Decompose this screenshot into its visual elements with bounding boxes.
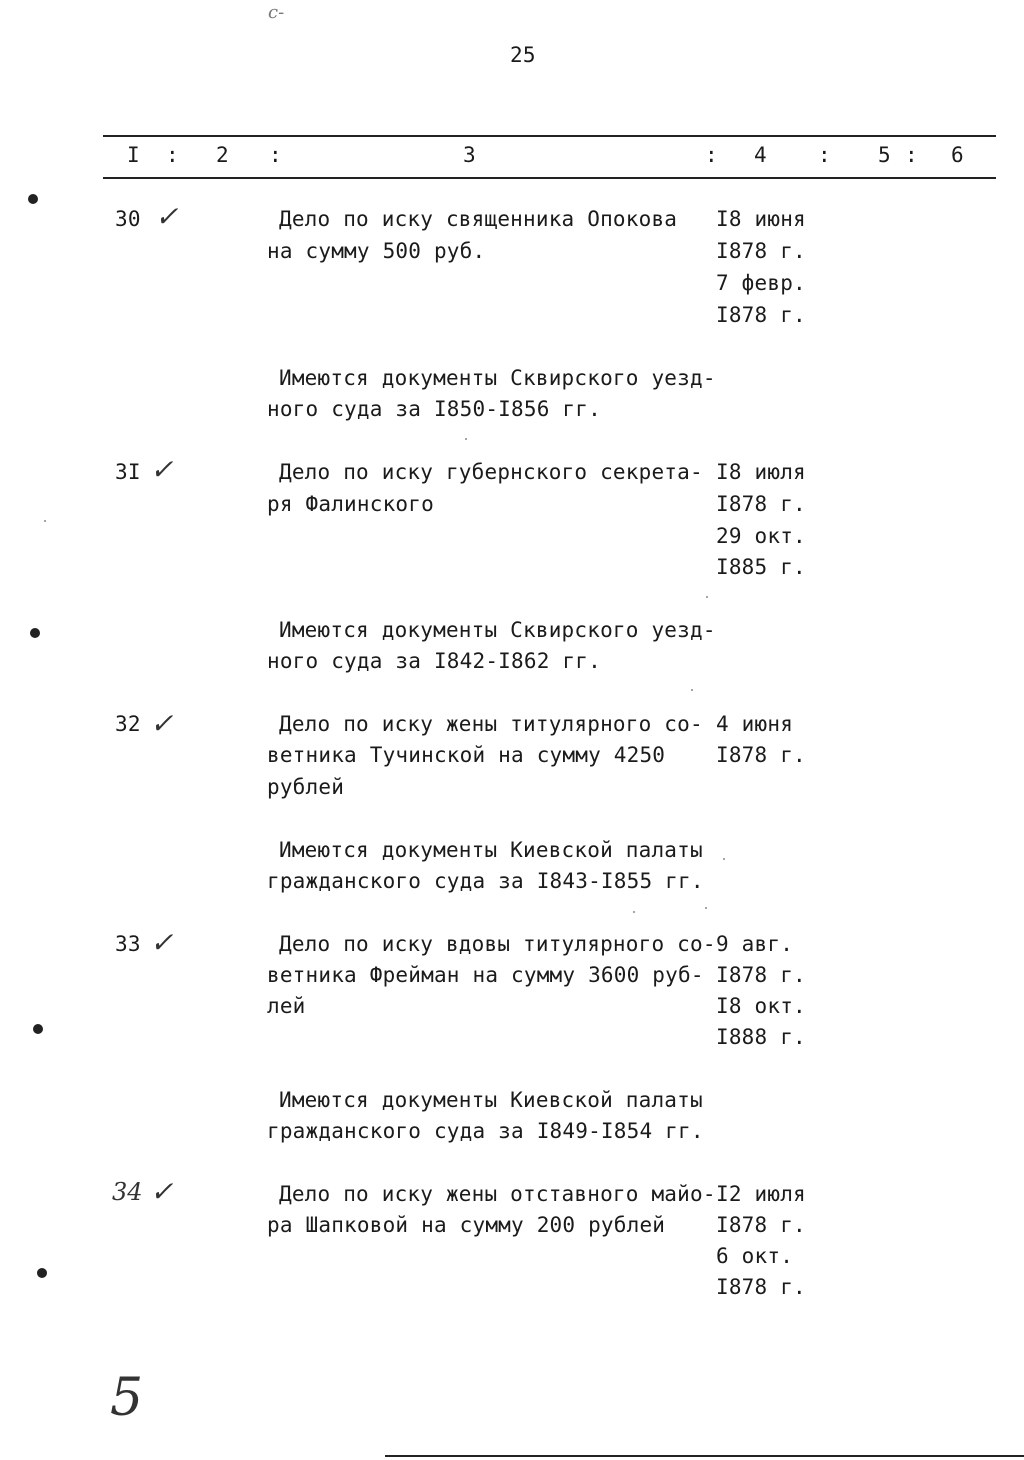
scan-speck	[465, 438, 467, 440]
entry-date-line: I8 июля	[716, 460, 806, 484]
entry-note-line: гражданского суда за I849-I854 гг.	[267, 1119, 704, 1143]
entry-number: 33	[115, 932, 141, 956]
entry-date-line: 6 окт.	[716, 1244, 794, 1268]
entry-date-line: I878 г.	[716, 963, 806, 987]
entry-title-line: лей	[267, 994, 306, 1018]
entry-date-line: 4 июня	[716, 712, 794, 736]
check-mark-icon: ✓	[150, 707, 174, 740]
entry-date-line: I888 г.	[716, 1025, 806, 1049]
scan-speck	[44, 520, 46, 522]
entry-date-line: I885 г.	[716, 555, 806, 579]
header-bottom-rule	[103, 177, 996, 179]
handwritten-page-mark: 5	[110, 1368, 144, 1428]
scan-speck	[691, 689, 693, 691]
header-sep-5: :	[905, 143, 918, 167]
header-col-5: 5	[878, 143, 891, 167]
entry-title-line: ря Фалинского	[267, 492, 434, 516]
punch-hole-icon	[37, 1268, 47, 1278]
check-mark-icon: ✓	[150, 1175, 174, 1208]
entry-note-line: Имеются документы Сквирского уезд-	[279, 618, 716, 642]
entry-date-line: I878 г.	[716, 303, 806, 327]
entry-date-line: I878 г.	[716, 1213, 806, 1237]
scan-speck	[705, 907, 707, 909]
entry-date-line: 7 февр.	[716, 271, 806, 295]
entry-number: 34	[112, 1178, 143, 1206]
bottom-rule	[385, 1455, 1024, 1457]
entry-date-line: I878 г.	[716, 492, 806, 516]
entry-date-line: I878 г.	[716, 743, 806, 767]
header-sep-1: :	[166, 143, 179, 167]
entry-title-line: Дело по иску жены отставного майо-	[279, 1182, 716, 1206]
header-sep-4: :	[818, 143, 831, 167]
header-top-rule	[103, 135, 996, 137]
header-sep-3: :	[705, 143, 718, 167]
entry-number: 32	[115, 712, 141, 736]
entry-date-line: 29 окт.	[716, 524, 806, 548]
entry-title-line: Дело по иску священника Опокова	[279, 207, 678, 231]
corner-mark: с-	[268, 2, 285, 23]
entry-date-line: I8 окт.	[716, 994, 806, 1018]
entry-title-line: на сумму 500 руб.	[267, 239, 486, 263]
entry-date-line: I878 г.	[716, 1275, 806, 1299]
header-col-3: 3	[463, 143, 476, 167]
entry-title-line: Дело по иску жены титулярного со-	[279, 712, 703, 736]
header-col-2: 2	[216, 143, 229, 167]
entry-title-line: ветника Фрейман на сумму 3600 руб-	[267, 963, 704, 987]
entry-note-line: ного суда за I850-I856 гг.	[267, 397, 601, 421]
punch-hole-icon	[28, 194, 38, 204]
header-col-4: 4	[754, 143, 767, 167]
header-sep-2: :	[269, 143, 282, 167]
entry-number: 30	[115, 207, 141, 231]
scan-speck	[706, 596, 708, 598]
check-mark-icon: ✓	[150, 453, 174, 486]
entry-title-line: ра Шапковой на сумму 200 рублей	[267, 1213, 666, 1237]
entry-note-line: гражданского суда за I843-I855 гг.	[267, 869, 704, 893]
page-number: 25	[510, 43, 536, 67]
entry-note-line: ного суда за I842-I862 гг.	[267, 649, 601, 673]
entry-number: 3I	[115, 460, 141, 484]
punch-hole-icon	[33, 1024, 43, 1034]
header-col-1: I	[127, 143, 140, 167]
entry-date-line: I878 г.	[716, 239, 806, 263]
scan-speck	[723, 858, 725, 860]
entry-title-line: рублей	[267, 775, 345, 799]
header-col-6: 6	[951, 143, 964, 167]
entry-date-line: I8 июня	[716, 207, 806, 231]
entry-title-line: ветника Тучинской на сумму 4250	[267, 743, 666, 767]
entry-date-line: 9 авг.	[716, 932, 794, 956]
entry-note-line: Имеются документы Сквирского уезд-	[279, 366, 716, 390]
entry-date-line: I2 июля	[716, 1182, 806, 1206]
entry-title-line: Дело по иску губернского секрета-	[279, 460, 703, 484]
punch-hole-icon	[30, 628, 40, 638]
entry-note-line: Имеются документы Киевской палаты	[279, 1088, 703, 1112]
entry-title-line: Дело по иску вдовы титулярного со-	[279, 932, 716, 956]
check-mark-icon: ✓	[155, 200, 179, 233]
scan-speck	[633, 911, 635, 913]
entry-note-line: Имеются документы Киевской палаты	[279, 838, 703, 862]
check-mark-icon: ✓	[150, 926, 174, 959]
